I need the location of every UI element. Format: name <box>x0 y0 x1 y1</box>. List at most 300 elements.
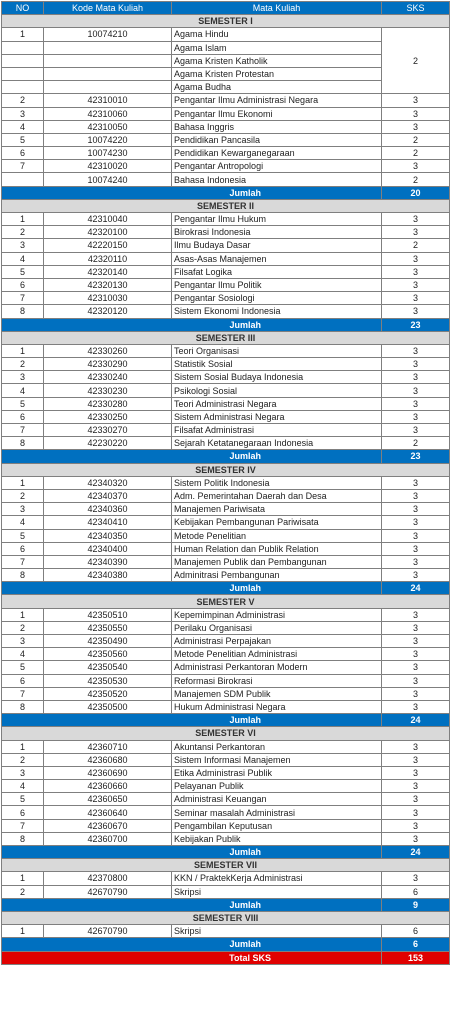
row-sks: 2 <box>382 133 450 146</box>
row-mata-kuliah: Sistem Administrasi Negara <box>172 410 382 423</box>
table-row <box>2 740 450 753</box>
row-mata-kuliah: Pengantar Ilmu Politik <box>172 278 382 291</box>
table-body <box>2 15 450 951</box>
row-sks: 3 <box>382 94 450 107</box>
table-row <box>2 687 450 700</box>
table-row <box>2 503 450 516</box>
row-kode: 42360670 <box>44 819 172 832</box>
row-mata-kuliah: Pengantar Antropologi <box>172 160 382 173</box>
row-kode: 42360700 <box>44 832 172 845</box>
table-row <box>2 265 450 278</box>
row-kode: 42350530 <box>44 674 172 687</box>
row-no: 7 <box>2 819 44 832</box>
row-no: 2 <box>2 753 44 766</box>
row-sks: 3 <box>382 780 450 793</box>
row-kode: 42360650 <box>44 793 172 806</box>
row-no: 8 <box>2 700 44 713</box>
table-row <box>2 661 450 674</box>
row-kode: 42670790 <box>44 925 172 938</box>
row-sks: 3 <box>382 292 450 305</box>
table-row <box>2 358 450 371</box>
row-mata-kuliah: Filsafat Administrasi <box>172 424 382 437</box>
row-kode: 42320110 <box>44 252 172 265</box>
row-kode: 42320130 <box>44 278 172 291</box>
row-sks: 3 <box>382 516 450 529</box>
curriculum-table <box>1 1 450 965</box>
row-sks: 3 <box>382 410 450 423</box>
row-no: 8 <box>2 569 44 582</box>
row-no: 1 <box>2 740 44 753</box>
jumlah-row <box>2 938 450 951</box>
table-row <box>2 120 450 133</box>
table-row <box>2 489 450 502</box>
row-kode: 42310030 <box>44 292 172 305</box>
row-no: 5 <box>2 397 44 410</box>
row-no: 7 <box>2 687 44 700</box>
row-mata-kuliah: Metode Penelitian Administrasi <box>172 648 382 661</box>
row-mata-kuliah: Agama Hindu <box>172 28 382 41</box>
row-mata-kuliah: Administrasi Perkantoran Modern <box>172 661 382 674</box>
row-mata-kuliah: Bahasa Indonesia <box>172 173 382 186</box>
row-sks: 3 <box>382 872 450 885</box>
row-no: 3 <box>2 635 44 648</box>
row-sks: 3 <box>382 819 450 832</box>
row-kode: 42350490 <box>44 635 172 648</box>
table-row <box>2 278 450 291</box>
row-kode: 42360710 <box>44 740 172 753</box>
row-mata-kuliah: Kebijakan Pembangunan Pariwisata <box>172 516 382 529</box>
row-sks: 3 <box>382 569 450 582</box>
table-row <box>2 700 450 713</box>
row-mata-kuliah: Pendidikan Kewarganegaraan <box>172 147 382 160</box>
jumlah-value: 23 <box>382 450 450 463</box>
row-no: 4 <box>2 516 44 529</box>
semester-title: SEMESTER VII <box>2 859 450 872</box>
row-kode: 42350540 <box>44 661 172 674</box>
row-sks: 3 <box>382 384 450 397</box>
row-kode: 10074210 <box>44 28 172 41</box>
row-mata-kuliah: Manajemen Publik dan Pembangunan <box>172 555 382 568</box>
row-sks: 3 <box>382 358 450 371</box>
jumlah-label: Jumlah <box>2 318 382 331</box>
jumlah-row <box>2 582 450 595</box>
row-kode: 42360680 <box>44 753 172 766</box>
row-kode: 10074220 <box>44 133 172 146</box>
jumlah-label: Jumlah <box>2 186 382 199</box>
row-kode: 42340360 <box>44 503 172 516</box>
table-row <box>2 397 450 410</box>
row-kode: 42330240 <box>44 371 172 384</box>
row-kode: 42320100 <box>44 226 172 239</box>
row-sks: 3 <box>382 674 450 687</box>
row-sks: 2 <box>382 437 450 450</box>
row-mata-kuliah: Skripsi <box>172 925 382 938</box>
semester-header-row <box>2 331 450 344</box>
table-row <box>2 793 450 806</box>
row-no: 1 <box>2 925 44 938</box>
table-row <box>2 516 450 529</box>
row-mata-kuliah: Ilmu Budaya Dasar <box>172 239 382 252</box>
row-kode <box>44 67 172 80</box>
row-kode: 42330230 <box>44 384 172 397</box>
row-kode: 42310020 <box>44 160 172 173</box>
row-no: 6 <box>2 410 44 423</box>
table-row <box>2 766 450 779</box>
row-sks: 3 <box>382 635 450 648</box>
semester-header-row <box>2 15 450 28</box>
row-kode: 42330270 <box>44 424 172 437</box>
semester-title: SEMESTER III <box>2 331 450 344</box>
row-sks: 3 <box>382 371 450 384</box>
table-header-row <box>2 2 450 15</box>
row-sks: 3 <box>382 424 450 437</box>
row-kode: 42330260 <box>44 344 172 357</box>
row-mata-kuliah: Teori Administrasi Negara <box>172 397 382 410</box>
row-mata-kuliah: Sistem Informasi Manajemen <box>172 753 382 766</box>
table-row <box>2 147 450 160</box>
row-mata-kuliah: Manajemen SDM Publik <box>172 687 382 700</box>
row-sks: 3 <box>382 621 450 634</box>
row-mata-kuliah: Statistik Sosial <box>172 358 382 371</box>
row-no: 8 <box>2 437 44 450</box>
row-kode: 42340380 <box>44 569 172 582</box>
table-row <box>2 292 450 305</box>
row-no <box>2 81 44 94</box>
row-sks: 3 <box>382 278 450 291</box>
row-no: 4 <box>2 252 44 265</box>
row-kode: 42340370 <box>44 489 172 502</box>
semester-title: SEMESTER IV <box>2 463 450 476</box>
row-no: 4 <box>2 648 44 661</box>
jumlah-value: 24 <box>382 846 450 859</box>
jumlah-label: Jumlah <box>2 714 382 727</box>
table-row <box>2 344 450 357</box>
header-sks: SKS <box>382 2 450 15</box>
row-mata-kuliah: Pengantar Ilmu Administrasi Negara <box>172 94 382 107</box>
row-no: 1 <box>2 344 44 357</box>
row-no: 4 <box>2 384 44 397</box>
table-row <box>2 226 450 239</box>
row-no: 2 <box>2 358 44 371</box>
row-sks: 2 <box>382 147 450 160</box>
row-sks: 2 <box>382 239 450 252</box>
row-sks: 3 <box>382 806 450 819</box>
row-kode: 42220150 <box>44 239 172 252</box>
header-no: NO <box>2 2 44 15</box>
row-no: 5 <box>2 529 44 542</box>
row-no: 3 <box>2 503 44 516</box>
table-row <box>2 885 450 898</box>
jumlah-row <box>2 714 450 727</box>
jumlah-row <box>2 318 450 331</box>
row-kode: 42350550 <box>44 621 172 634</box>
row-no: 6 <box>2 806 44 819</box>
row-kode: 42310040 <box>44 213 172 226</box>
row-mata-kuliah: Hukum Administrasi Negara <box>172 700 382 713</box>
row-sks: 3 <box>382 793 450 806</box>
table-row <box>2 925 450 938</box>
row-sks: 3 <box>382 489 450 502</box>
row-mata-kuliah: Kepemimpinan Administrasi <box>172 608 382 621</box>
row-sks: 3 <box>382 832 450 845</box>
semester-title: SEMESTER I <box>2 15 450 28</box>
row-mata-kuliah: Seminar masalah Administrasi <box>172 806 382 819</box>
row-no: 6 <box>2 542 44 555</box>
row-kode: 10074230 <box>44 147 172 160</box>
row-kode: 42350560 <box>44 648 172 661</box>
row-kode: 42230220 <box>44 437 172 450</box>
row-kode: 42360690 <box>44 766 172 779</box>
table-row <box>2 252 450 265</box>
row-mata-kuliah: Administrasi Perpajakan <box>172 635 382 648</box>
row-mata-kuliah: Birokrasi Indonesia <box>172 226 382 239</box>
row-mata-kuliah: Sistem Sosial Budaya Indonesia <box>172 371 382 384</box>
row-no: 8 <box>2 832 44 845</box>
row-no: 6 <box>2 147 44 160</box>
row-no <box>2 41 44 54</box>
semester-title: SEMESTER VI <box>2 727 450 740</box>
row-mata-kuliah: Sejarah Ketatanegaraan Indonesia <box>172 437 382 450</box>
row-kode: 42330290 <box>44 358 172 371</box>
jumlah-label: Jumlah <box>2 582 382 595</box>
jumlah-row <box>2 846 450 859</box>
semester-title: SEMESTER VIII <box>2 911 450 924</box>
table-row <box>2 213 450 226</box>
table-row <box>2 371 450 384</box>
row-mata-kuliah: Skripsi <box>172 885 382 898</box>
semester-header-row <box>2 859 450 872</box>
row-sks: 3 <box>382 476 450 489</box>
row-kode: 42340390 <box>44 555 172 568</box>
row-no: 5 <box>2 133 44 146</box>
table-row <box>2 753 450 766</box>
row-mata-kuliah: Agama Kristen Protestan <box>172 67 382 80</box>
jumlah-label: Jumlah <box>2 846 382 859</box>
row-sks: 2 <box>382 28 450 94</box>
row-no: 2 <box>2 489 44 502</box>
row-kode: 42370800 <box>44 872 172 885</box>
jumlah-value: 23 <box>382 318 450 331</box>
total-value: 153 <box>382 951 450 964</box>
row-sks: 6 <box>382 885 450 898</box>
row-no: 1 <box>2 213 44 226</box>
row-no: 6 <box>2 674 44 687</box>
table-row <box>2 384 450 397</box>
row-no: 3 <box>2 107 44 120</box>
row-sks: 3 <box>382 648 450 661</box>
row-mata-kuliah: Agama Budha <box>172 81 382 94</box>
table-row <box>2 648 450 661</box>
table-row <box>2 133 450 146</box>
row-mata-kuliah: Akuntansi Perkantoran <box>172 740 382 753</box>
jumlah-row <box>2 186 450 199</box>
jumlah-value: 24 <box>382 582 450 595</box>
header-mata-kuliah: Mata Kuliah <box>172 2 382 15</box>
jumlah-label: Jumlah <box>2 938 382 951</box>
table-row <box>2 621 450 634</box>
row-mata-kuliah: Bahasa Inggris <box>172 120 382 133</box>
row-mata-kuliah: Pengambilan Keputusan <box>172 819 382 832</box>
row-mata-kuliah: Metode Penelitian <box>172 529 382 542</box>
jumlah-row <box>2 450 450 463</box>
semester-header-row <box>2 463 450 476</box>
row-kode: 42320120 <box>44 305 172 318</box>
table-row <box>2 819 450 832</box>
table-row <box>2 569 450 582</box>
row-sks: 3 <box>382 766 450 779</box>
row-no: 1 <box>2 872 44 885</box>
row-sks: 3 <box>382 700 450 713</box>
jumlah-value: 6 <box>382 938 450 951</box>
table-row <box>2 635 450 648</box>
row-mata-kuliah: Human Relation dan Publik Relation <box>172 542 382 555</box>
row-sks: 3 <box>382 529 450 542</box>
row-no: 5 <box>2 265 44 278</box>
row-mata-kuliah: Sistem Politik Indonesia <box>172 476 382 489</box>
row-no: 6 <box>2 278 44 291</box>
row-kode: 42360640 <box>44 806 172 819</box>
row-sks: 3 <box>382 555 450 568</box>
table-row <box>2 674 450 687</box>
jumlah-value: 20 <box>382 186 450 199</box>
jumlah-row <box>2 898 450 911</box>
table-row <box>2 305 450 318</box>
header-kode: Kode Mata Kuliah <box>44 2 172 15</box>
row-mata-kuliah: Pelayanan Publik <box>172 780 382 793</box>
table-row <box>2 608 450 621</box>
row-sks: 6 <box>382 925 450 938</box>
semester-header-row <box>2 595 450 608</box>
row-no: 4 <box>2 120 44 133</box>
table-row <box>2 555 450 568</box>
row-no: 3 <box>2 239 44 252</box>
row-kode: 42330250 <box>44 410 172 423</box>
row-kode: 42360660 <box>44 780 172 793</box>
row-kode: 42340320 <box>44 476 172 489</box>
table-row <box>2 94 450 107</box>
table-row <box>2 173 450 186</box>
table-row <box>2 239 450 252</box>
row-kode: 42350500 <box>44 700 172 713</box>
row-no: 3 <box>2 371 44 384</box>
table-row <box>2 780 450 793</box>
semester-title: SEMESTER II <box>2 199 450 212</box>
table-row <box>2 424 450 437</box>
row-no: 7 <box>2 424 44 437</box>
row-mata-kuliah: Psikologi Sosial <box>172 384 382 397</box>
row-mata-kuliah: Adm. Pemerintahan Daerah dan Desa <box>172 489 382 502</box>
semester-title: SEMESTER V <box>2 595 450 608</box>
row-kode: 42350520 <box>44 687 172 700</box>
row-mata-kuliah: Agama Islam <box>172 41 382 54</box>
table-row <box>2 107 450 120</box>
jumlah-label: Jumlah <box>2 450 382 463</box>
row-sks: 3 <box>382 120 450 133</box>
row-mata-kuliah: Pengantar Ilmu Ekonomi <box>172 107 382 120</box>
row-sks: 3 <box>382 265 450 278</box>
row-kode: 42340400 <box>44 542 172 555</box>
row-mata-kuliah: Teori Organisasi <box>172 344 382 357</box>
row-kode: 42340350 <box>44 529 172 542</box>
table-row <box>2 806 450 819</box>
row-kode: 42350510 <box>44 608 172 621</box>
row-kode: 10074240 <box>44 173 172 186</box>
row-mata-kuliah: Pendidikan Pancasila <box>172 133 382 146</box>
row-kode: 42310010 <box>44 94 172 107</box>
row-sks: 3 <box>382 608 450 621</box>
semester-header-row <box>2 727 450 740</box>
total-label: Total SKS <box>2 951 382 964</box>
row-kode: 42330280 <box>44 397 172 410</box>
row-no: 1 <box>2 28 44 41</box>
row-sks: 3 <box>382 687 450 700</box>
row-mata-kuliah: Pengantar Sosiologi <box>172 292 382 305</box>
table-row <box>2 437 450 450</box>
row-no: 8 <box>2 305 44 318</box>
row-kode: 42310060 <box>44 107 172 120</box>
row-no: 1 <box>2 608 44 621</box>
table-row <box>2 28 450 41</box>
table-row <box>2 542 450 555</box>
row-no: 1 <box>2 476 44 489</box>
row-mata-kuliah: Administrasi Keuangan <box>172 793 382 806</box>
row-mata-kuliah: Filsafat Logika <box>172 265 382 278</box>
jumlah-value: 24 <box>382 714 450 727</box>
row-no <box>2 173 44 186</box>
row-mata-kuliah: Etika Administrasi Publik <box>172 766 382 779</box>
row-no: 7 <box>2 555 44 568</box>
table-row <box>2 529 450 542</box>
row-kode: 42340410 <box>44 516 172 529</box>
row-mata-kuliah: Pengantar Ilmu Hukum <box>172 213 382 226</box>
table-row <box>2 410 450 423</box>
row-mata-kuliah: Reformasi Birokrasi <box>172 674 382 687</box>
row-mata-kuliah: Kebijakan Publik <box>172 832 382 845</box>
jumlah-value: 9 <box>382 898 450 911</box>
row-no: 5 <box>2 793 44 806</box>
row-mata-kuliah: Manajemen Pariwisata <box>172 503 382 516</box>
row-kode <box>44 54 172 67</box>
row-no: 5 <box>2 661 44 674</box>
row-kode: 42320140 <box>44 265 172 278</box>
row-sks: 3 <box>382 226 450 239</box>
table-row <box>2 832 450 845</box>
row-no: 4 <box>2 780 44 793</box>
row-no: 2 <box>2 226 44 239</box>
row-no: 3 <box>2 766 44 779</box>
row-no: 7 <box>2 160 44 173</box>
row-sks: 3 <box>382 213 450 226</box>
row-sks: 2 <box>382 173 450 186</box>
row-no: 2 <box>2 621 44 634</box>
row-no <box>2 54 44 67</box>
row-mata-kuliah: Sistem Ekonomi Indonesia <box>172 305 382 318</box>
table-row <box>2 872 450 885</box>
row-sks: 3 <box>382 542 450 555</box>
jumlah-label: Jumlah <box>2 898 382 911</box>
row-no: 2 <box>2 94 44 107</box>
row-sks: 3 <box>382 661 450 674</box>
row-no: 2 <box>2 885 44 898</box>
semester-header-row <box>2 199 450 212</box>
table-row <box>2 160 450 173</box>
total-row <box>2 951 450 964</box>
row-sks: 3 <box>382 107 450 120</box>
row-mata-kuliah: Adminitrasi Pembangunan <box>172 569 382 582</box>
row-mata-kuliah: Perilaku Organisasi <box>172 621 382 634</box>
row-mata-kuliah: Asas-Asas Manajemen <box>172 252 382 265</box>
row-sks: 3 <box>382 344 450 357</box>
